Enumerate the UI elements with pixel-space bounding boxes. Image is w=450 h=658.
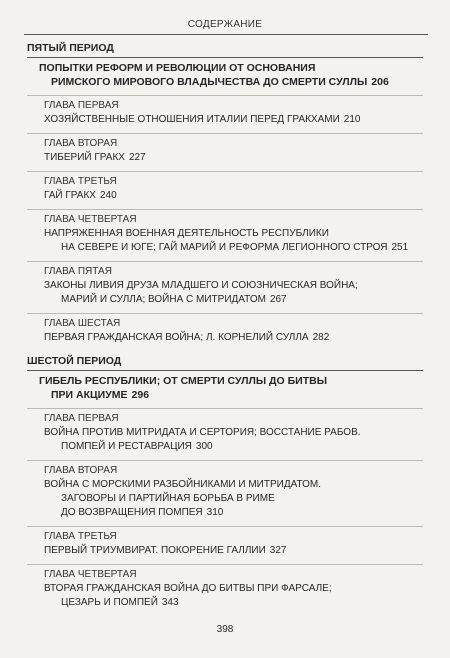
entry-title-line: ЦЕЗАРЬ И ПОМПЕЙ	[61, 597, 158, 608]
entry-title-line: ПЕРВЫЙ ТРИУМВИРАТ. ПОКОРЕНИЕ ГАЛЛИИ	[44, 545, 266, 556]
page-ref: 327	[269, 545, 287, 556]
entry-title-line: ХОЗЯЙСТВЕННЫЕ ОТНОШЕНИЯ ИТАЛИИ ПЕРЕД ГРАКХАМИ	[44, 114, 340, 125]
page-number: 398	[216, 624, 234, 635]
header-rule	[24, 34, 428, 35]
chapter-label: ГЛАВА ТРЕТЬЯ	[44, 531, 117, 542]
table-of-contents	[27, 42, 423, 610]
chapter-entry	[27, 95, 423, 127]
running-head: СОДЕРЖАНИЕ	[187, 19, 263, 30]
entry-title-line: НАПРЯЖЕННАЯ ВОЕННАЯ ДЕЯТЕЛЬНОСТЬ РЕСПУБЛИКИ	[44, 228, 329, 239]
part-block	[27, 370, 423, 402]
entry-last-line	[44, 113, 423, 127]
chapter-entry	[27, 133, 423, 165]
entry-last-line	[44, 241, 423, 255]
chapter-label: ГЛАВА ТРЕТЬЯ	[44, 176, 117, 187]
chapter-label: ГЛАВА ПЕРВАЯ	[44, 100, 119, 111]
part-title	[27, 374, 423, 402]
chapter-title	[27, 544, 423, 558]
entry-last-line	[44, 189, 423, 203]
chapter-entry	[27, 261, 423, 307]
entry-title-line: ВОЙНА С МОРСКИМИ РАЗБОЙНИКАМИ И МИТРИДАТОМ.	[44, 479, 322, 490]
page-ref: 282	[312, 332, 330, 343]
entry-last-line	[44, 596, 423, 610]
chapter-label: ГЛАВА ПЕРВАЯ	[44, 413, 119, 424]
entry-last-line	[44, 506, 423, 520]
chapter-entry	[27, 313, 423, 345]
entry-title-line: ПРИ АКЦИУМЕ	[51, 389, 128, 401]
page-ref: 206	[371, 76, 389, 88]
chapter-title	[27, 478, 423, 520]
chapter-label: ГЛАВА ПЯТАЯ	[44, 266, 112, 277]
entry-title-line: ВОЙНА ПРОТИВ МИТРИДАТА И СЕРТОРИЯ; ВОССТАНИЕ РАБОВ.	[44, 427, 361, 438]
entry-last-line	[44, 544, 423, 558]
entry-title-line: ПОМПЕЙ И РЕСТАВРАЦИЯ	[61, 441, 192, 452]
chapter-entry	[27, 564, 423, 610]
chapter-entry	[27, 460, 423, 520]
period-heading: ПЯТЫЙ ПЕРИОД	[27, 42, 114, 54]
chapter-title	[27, 113, 423, 127]
chapter-title	[27, 331, 423, 345]
entry-title-line: ЗАКОНЫ ЛИВИЯ ДРУЗА МЛАДШЕГО И СОЮЗНИЧЕСКАЯ ВОЙНА;	[44, 280, 358, 291]
chapter-label: ГЛАВА ВТОРАЯ	[44, 138, 118, 149]
entry-title-line: ПОПЫТКИ РЕФОРМ И РЕВОЛЮЦИИ ОТ ОСНОВАНИЯ	[39, 62, 316, 74]
entry-last-line	[39, 75, 423, 89]
entry-title-line: ГИБЕЛЬ РЕСПУБЛИКИ; ОТ СМЕРТИ СУЛЛЫ ДО БИТВЫ	[39, 375, 327, 387]
entry-title-line: ГАЙ ГРАКХ	[44, 190, 96, 201]
entry-title-line: ДО ВОЗВРАЩЕНИЯ ПОМПЕЯ	[61, 507, 203, 518]
page-ref: 227	[128, 152, 146, 163]
chapter-title	[27, 426, 423, 454]
page-ref: 240	[99, 190, 117, 201]
chapter-title	[27, 189, 423, 203]
page-ref: 343	[161, 597, 179, 608]
chapter-title	[27, 227, 423, 255]
page-ref: 300	[195, 441, 213, 452]
entry-title-line: ТИБЕРИЙ ГРАКХ	[44, 152, 125, 163]
entry-title-line: МАРИЙ И СУЛЛА; ВОЙНА С МИТРИДАТОМ	[61, 294, 266, 305]
chapter-entry	[27, 171, 423, 203]
chapter-title	[27, 279, 423, 307]
chapter-label: ГЛАВА ЧЕТВЕРТАЯ	[44, 569, 137, 580]
entry-last-line	[44, 151, 423, 165]
part-block	[27, 57, 423, 89]
page-ref: 210	[343, 114, 361, 125]
chapter-title	[27, 582, 423, 610]
entry-title-line: ПЕРВАЯ ГРАЖДАНСКАЯ ВОЙНА; Л. КОРНЕЛИЙ СУЛЛА	[44, 332, 309, 343]
chapter-entry	[27, 209, 423, 255]
entry-title-line: НА СЕВЕРЕ И ЮГЕ; ГАЙ МАРИЙ И РЕФОРМА ЛЕГИОННОГО СТРОЯ	[61, 242, 388, 253]
entry-title-line: ВТОРАЯ ГРАЖДАНСКАЯ ВОЙНА ДО БИТВЫ ПРИ ФАРСАЛЕ;	[44, 583, 332, 594]
chapter-entry	[27, 526, 423, 558]
chapter-entry	[27, 408, 423, 454]
part-title	[27, 61, 423, 89]
chapter-label: ГЛАВА ШЕСТАЯ	[44, 318, 121, 329]
chapter-label: ГЛАВА ВТОРАЯ	[44, 465, 118, 476]
chapter-title	[27, 151, 423, 165]
entry-last-line	[44, 331, 423, 345]
entry-last-line	[44, 293, 423, 307]
page-ref: 267	[269, 294, 287, 305]
period-heading: ШЕСТОЙ ПЕРИОД	[27, 355, 122, 367]
entry-title-line: ЗАГОВОРЫ И ПАРТИЙНАЯ БОРЬБА В РИМЕ	[61, 493, 275, 504]
page-ref: 296	[131, 389, 150, 401]
entry-title-line: РИМСКОГО МИРОВОГО ВЛАДЫЧЕСТВА ДО СМЕРТИ СУЛЛЫ	[51, 76, 368, 88]
entry-last-line	[39, 388, 423, 402]
page-ref: 251	[391, 242, 409, 253]
chapter-label: ГЛАВА ЧЕТВЕРТАЯ	[44, 214, 137, 225]
page-ref: 310	[206, 507, 224, 518]
entry-last-line	[44, 440, 423, 454]
